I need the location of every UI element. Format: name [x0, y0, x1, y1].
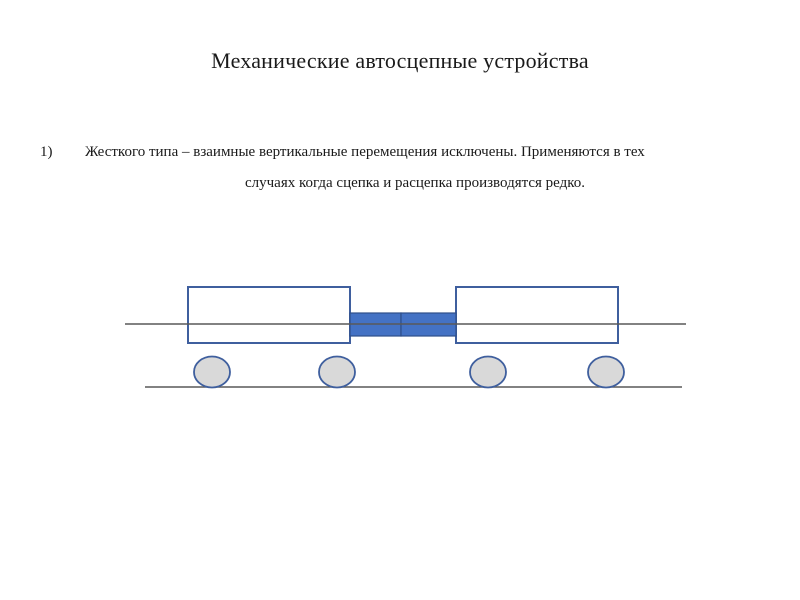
list-item-number: 1)	[40, 144, 53, 160]
list-item-text-line-1: Жесткого типа – взаимные вертикальные перемещения исключены. Применяются в тех	[85, 144, 645, 160]
wheel-1	[194, 357, 230, 388]
left-car-body	[188, 287, 350, 343]
list-item-text-line-2: случаях когда сцепка и расцепка производятся редко.	[244, 175, 586, 191]
slide-title: Механические автосцепные устройства	[211, 48, 589, 73]
right-car-body	[456, 287, 618, 343]
wheel-3	[470, 357, 506, 388]
wheel-2	[319, 357, 355, 388]
wheel-4	[588, 357, 624, 388]
